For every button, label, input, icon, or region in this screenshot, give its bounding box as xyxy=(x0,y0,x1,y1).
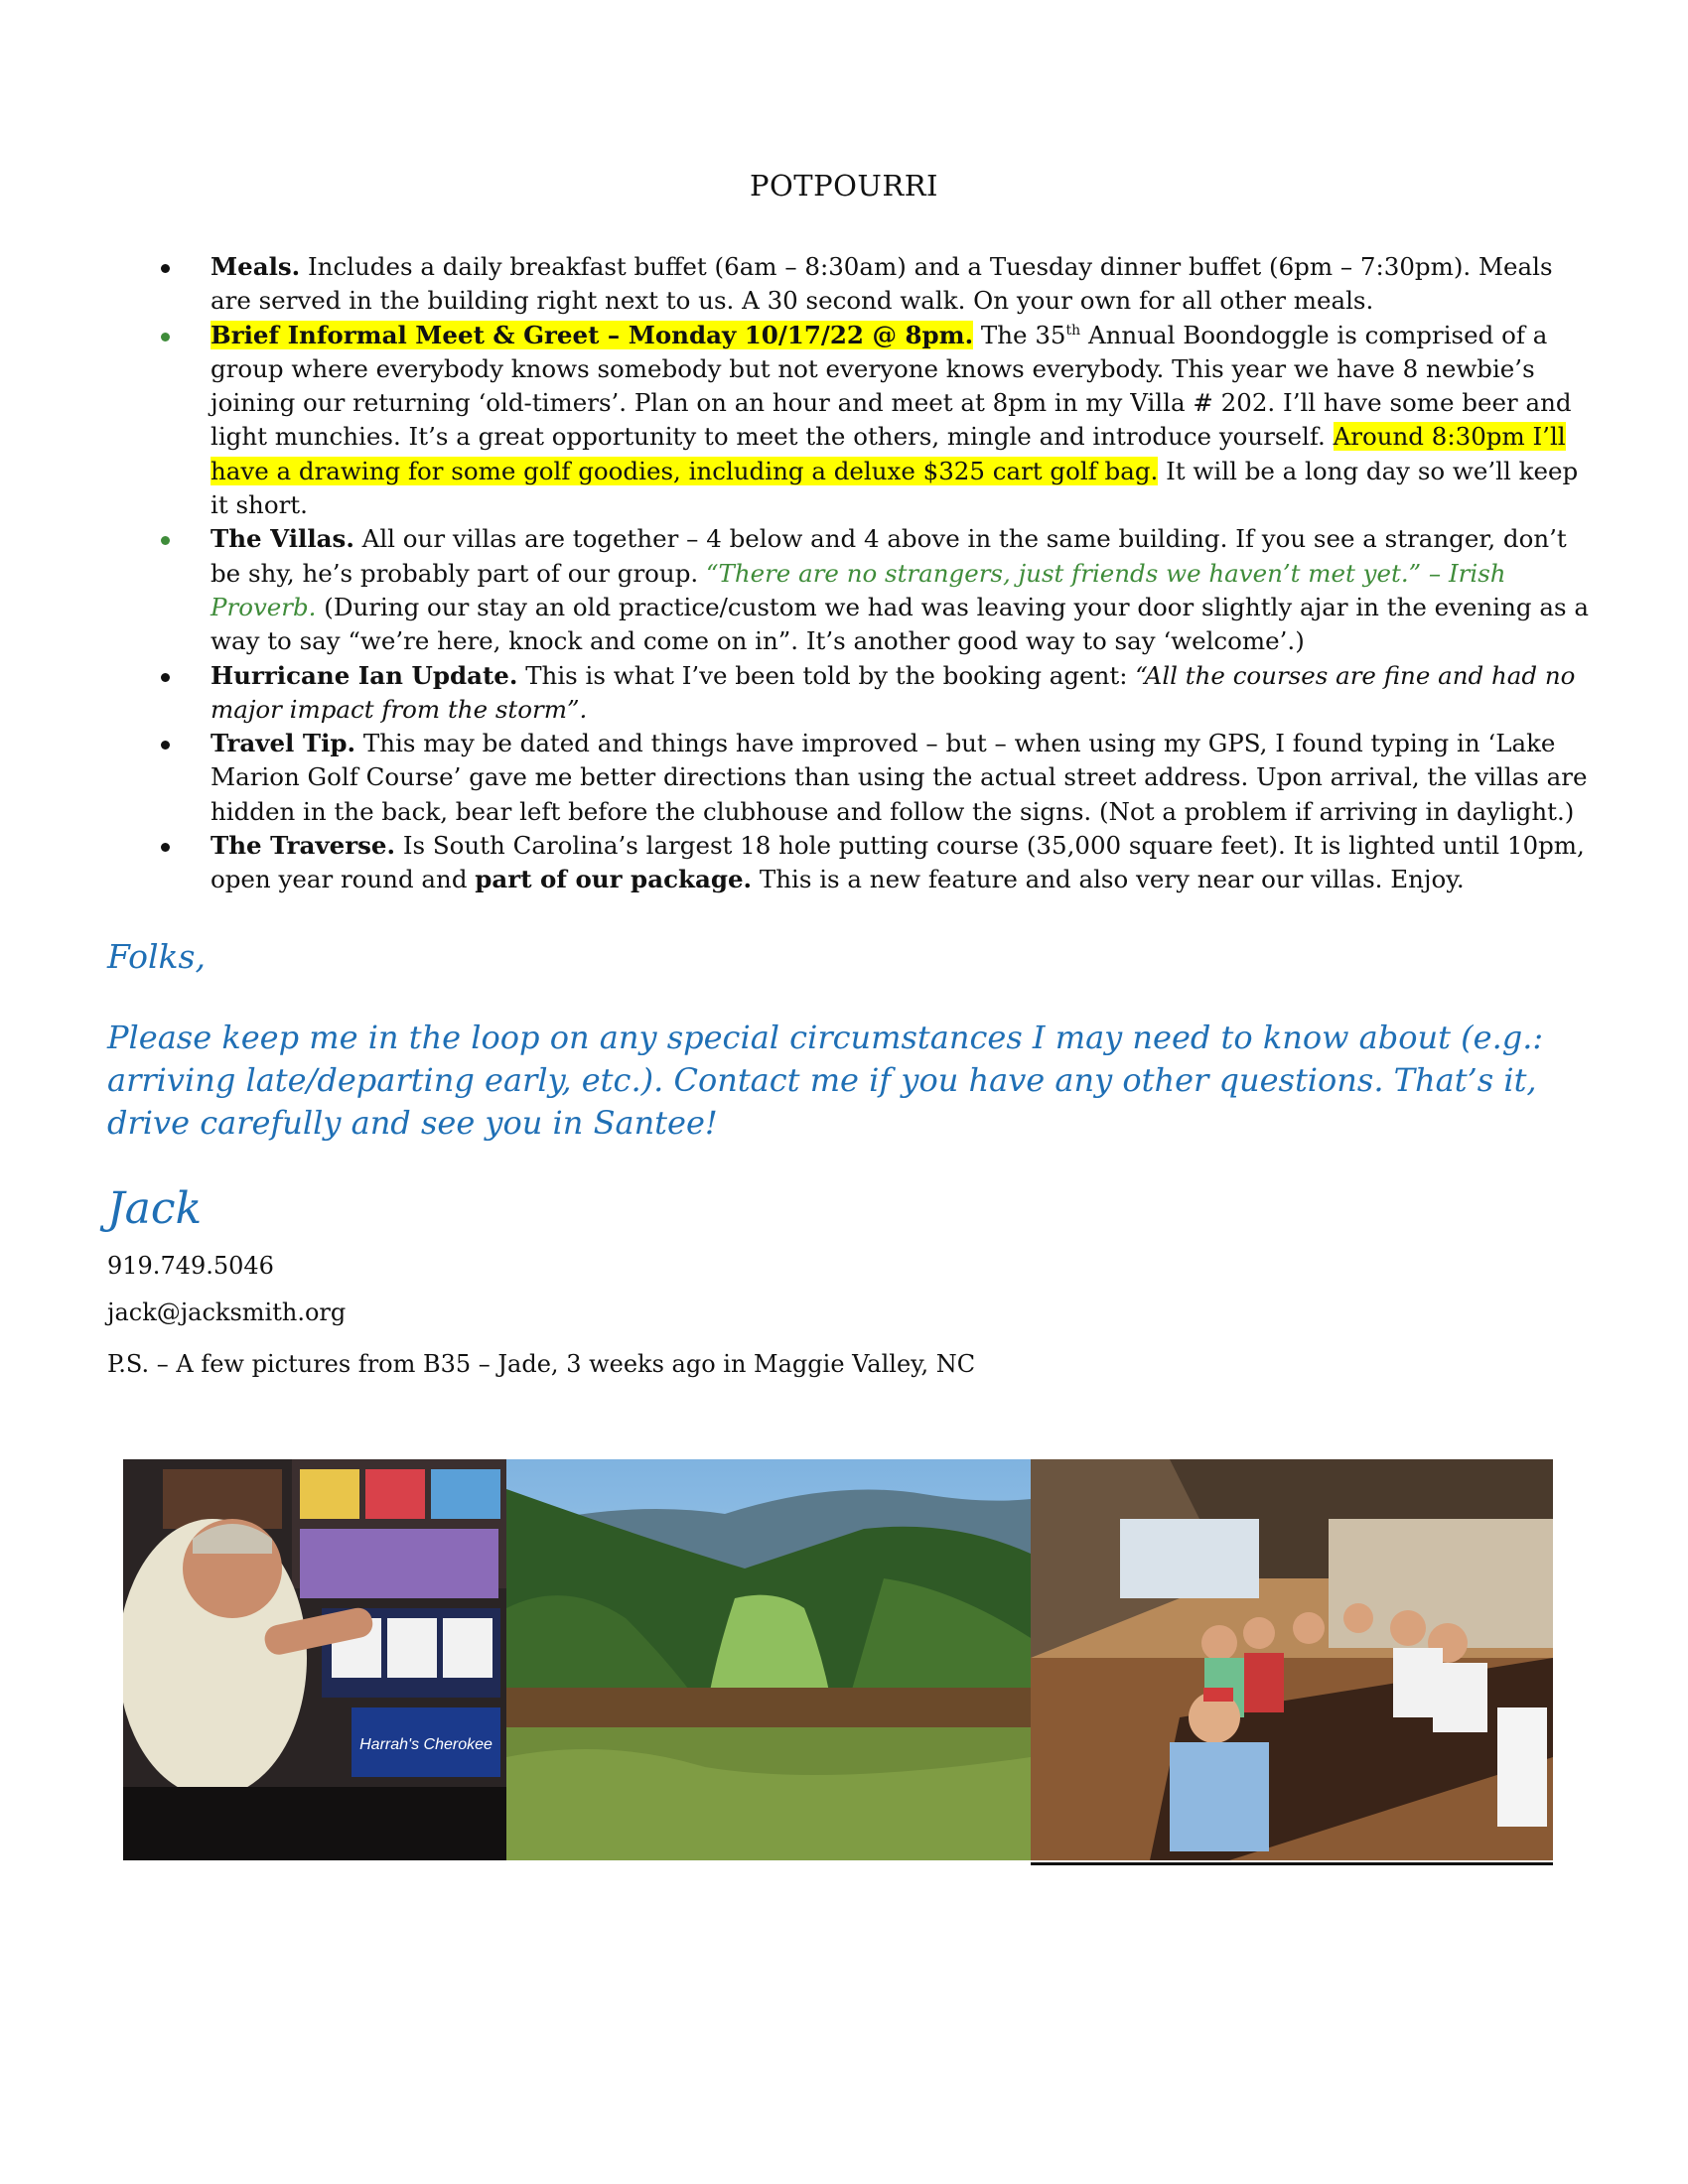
email-address: jack@jacksmith.org xyxy=(107,1298,347,1326)
mountain-fairway-photo xyxy=(506,1459,1031,1860)
bullet-dot xyxy=(161,536,170,545)
postscript: P.S. – A few pictures from B35 – Jade, 3 weeks ago in Maggie Valley, NC xyxy=(107,1350,976,1378)
list-item-meals xyxy=(161,250,1591,319)
bullet-dot xyxy=(161,843,170,852)
meet-text-2: Annual Boondoggle is comprised of a group where everybody knows somebody but not everyone knows everybody. This year we have 8 newbie’s joining our returning ‘old-timers’. Plan on an hour and meet at 8pm in my Villa # 202. I’ll have some beer and light munchies. It’s a great opportunity to meet the others, mingle and introduce yourself. xyxy=(211,320,1572,452)
list-item-traverse xyxy=(161,829,1591,897)
travel-text: This may be dated and things have improved – but – when using my GPS, I found typing in ‘Lake Marion Golf Course’ gave me better directions than using the actual street address. Upon arrival, the villas are hidden in the back, bear left before the clubhouse and follow the signs. (Not a problem if arriving in daylight.) xyxy=(211,729,1588,826)
bullet-dot xyxy=(161,333,170,341)
phone-number: 919.749.5046 xyxy=(107,1252,274,1280)
photo-underline xyxy=(1031,1862,1553,1865)
bullet-dot xyxy=(161,673,170,682)
signature: Jack xyxy=(107,1183,203,1234)
bullet-dot xyxy=(161,741,170,750)
villas-text-1: All our villas are together – 4 below and 4 above in the same building. If you see a stranger, don’t be shy, he’s probably part of our group. xyxy=(211,524,1567,588)
meet-text-1: The 35 xyxy=(973,320,1066,349)
closing-message: Please keep me in the loop on any special circumstances I may need to know about (e.g.: arriving late/departing early, etc.). Contact me if you have any other questions. That’s it, drive carefully and see you in Santee! xyxy=(107,1019,1544,1142)
page-title: POTPOURRI xyxy=(750,169,938,203)
travel-heading: Travel Tip. xyxy=(211,729,356,758)
hurricane-quote: “All the courses are fine and had no major impact from the storm”. xyxy=(211,660,1576,724)
photo-strip xyxy=(123,1459,1553,1866)
potpourri-list xyxy=(161,250,1591,897)
villas-heading: The Villas. xyxy=(211,524,354,554)
traverse-heading: The Traverse. xyxy=(211,831,396,861)
list-item-meet-greet xyxy=(161,319,1591,523)
list-item-travel xyxy=(161,727,1591,829)
meet-highlight: Around 8:30pm I’ll have a drawing for some golf goodies, including a deluxe $325 cart golf bag. xyxy=(211,422,1566,485)
casino-photo xyxy=(123,1459,506,1860)
list-item-villas xyxy=(161,522,1591,658)
traverse-text-2: This is a new feature and also very near our villas. Enjoy. xyxy=(752,865,1465,894)
traverse-bold: part of our package. xyxy=(475,865,753,894)
traverse-text-1: Is South Carolina’s largest 18 hole putting course (35,000 square feet). It is lighted until 10pm, open year round and xyxy=(211,831,1585,894)
bullet-dot xyxy=(161,264,170,273)
villas-text-2: (During our stay an old practice/custom we had was leaving your door slightly ajar in the evening as a way to say “we’re here, knock and come on in”. It’s another good way to say ‘welcome’.) xyxy=(211,592,1589,656)
meet-sup: th xyxy=(1065,322,1081,339)
meet-text-3: It will be a long day so we’ll keep it short. xyxy=(211,456,1579,520)
slot-machine-label: Harrah's Cherokee xyxy=(359,1736,492,1753)
group-dinner-photo xyxy=(1031,1459,1553,1860)
contact-block xyxy=(107,1243,346,1336)
meals-text: Includes a daily breakfast buffet (6am – 8:30am) and a Tuesday dinner buffet (6pm – 7:30pm). Meals are served in the building right next to us. A 30 second walk. On your own for all other meals. xyxy=(211,252,1553,316)
villas-quote: “There are no strangers, just friends we haven’t met yet.” – Irish Proverb. xyxy=(211,558,1506,621)
hurricane-text: This is what I’ve been told by the booking agent: xyxy=(517,660,1136,690)
hurricane-heading: Hurricane Ian Update. xyxy=(211,660,518,690)
closing-greeting: Folks, xyxy=(107,937,206,976)
meet-heading: Brief Informal Meet & Greet – Monday 10/17/22 @ 8pm. xyxy=(211,320,974,349)
meals-heading: Meals. xyxy=(211,252,301,281)
list-item-hurricane xyxy=(161,659,1591,728)
